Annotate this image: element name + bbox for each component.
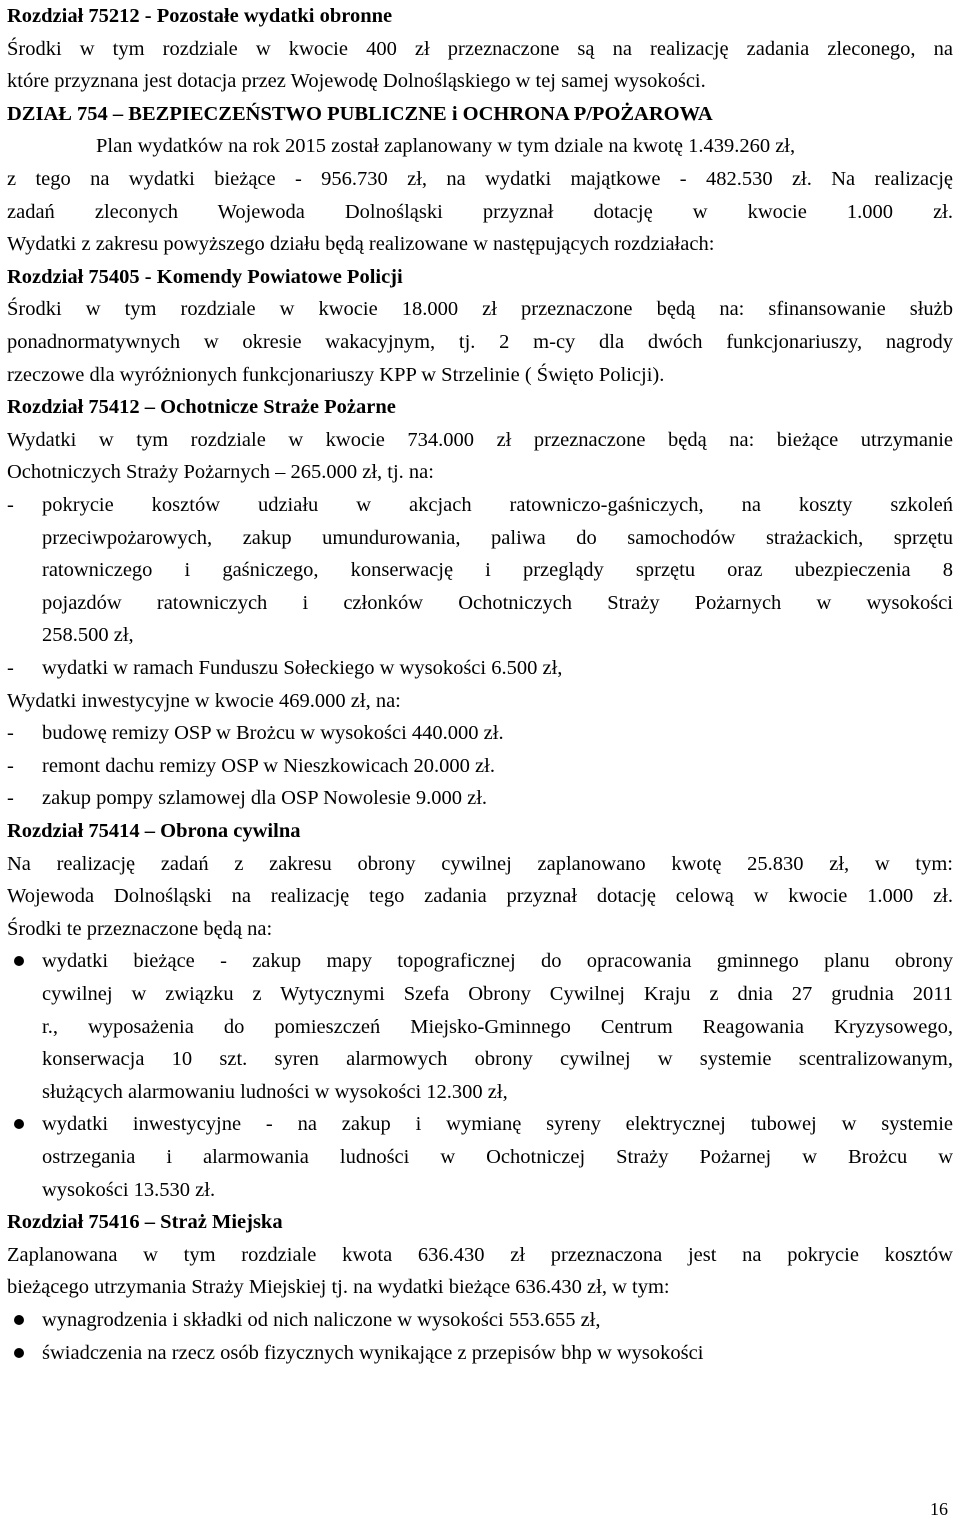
text-line: ponadnormatywnych w okresie wakacyjnym, tj. 2 m-cy dla dwóch funkcjonariuszy, nagrody (7, 331, 953, 353)
text-line: Ochotniczych Straży Pożarnych – 265.000 zł, tj. na: (7, 461, 434, 484)
text-line: wysokości 13.530 zł. (42, 1178, 216, 1201)
text-line: r., wyposażenia do pomieszczeń Miejsko-Gminnego Centrum Reagowania Kryzysowego, (42, 1015, 953, 1038)
bullet-icon (14, 1348, 24, 1358)
text-line: Zaplanowana w tym rozdziale kwota 636.430 zł przeznaczona jest na pokrycie kosztów (7, 1243, 953, 1266)
text-line: Środki w tym rozdziale w kwocie 18.000 zł przeznaczone będą na: sfinansowanie służb (7, 298, 953, 321)
text-line: budowę remizy OSP w Brożcu w wysokości 440.000 zł. (42, 722, 504, 745)
dash-marker: - (7, 494, 14, 516)
bullet-icon (14, 1315, 24, 1325)
text-line: remont dachu remizy OSP w Nieszkowicach 20.000 zł. (42, 754, 495, 777)
text-line: Na realizację zadań z zakresu obrony cywilnej zaplanowano kwotę 25.830 zł, w tym: (7, 852, 953, 875)
section-heading: Rozdział 75405 - Komendy Powiatowe Policji (7, 265, 403, 288)
text-line: Wydatki inwestycyjne w kwocie 469.000 zł, na: (7, 689, 401, 712)
text-line: rzeczowe dla wyróżnionych funkcjonariuszy KPP w Strzelinie ( Święto Policji). (7, 363, 665, 386)
text-line: Wojewoda Dolnośląski na realizację tego zadania przyznał dotację celową w kwocie 1.000 zł. (7, 885, 953, 908)
text-line: zakup pompy szlamowej dla OSP Nowolesie 9.000 zł. (42, 787, 488, 810)
text-line: Wydatki z zakresu powyższego działu będą realizowane w następujących rozdziałach: (7, 233, 715, 256)
text-line: konserwacja 10 szt. syren alarmowych obrony cywilnej w systemie scentralizowanym, (42, 1048, 953, 1071)
text-line: świadczenia na rzecz osób fizycznych wynikające z przepisów bhp w wysokości (42, 1341, 704, 1364)
text-line: ostrzegania i alarmowania ludności w Ochotniczej Straży Pożarnej w Brożcu w (42, 1146, 953, 1168)
dash-marker: - (7, 754, 14, 777)
dash-marker: - (7, 787, 14, 810)
text-line: cywilnej w związku z Wytycznymi Szefa Obrony Cywilnej Kraju z dnia 27 grudnia 2011 (42, 983, 953, 1005)
text-line: pokrycie kosztów udziału w akcjach ratowniczo-gaśniczych, na koszty szkoleń (42, 494, 953, 516)
text-line: zadań zleconych Wojewoda Dolnośląski przyznał dotację w kwocie 1.000 zł. (7, 200, 953, 223)
bullet-icon (14, 1119, 24, 1129)
text-line: wynagrodzenia i składki od nich naliczone w wysokości 553.655 zł, (42, 1309, 601, 1331)
dash-marker: - (7, 657, 14, 679)
text-line: wydatki inwestycyjne - na zakup i wymianę syreny elektrycznej tubowej w systemie (42, 1113, 953, 1136)
text-line: pojazdów ratowniczych i członków Ochotniczych Straży Pożarnych w wysokości (42, 591, 953, 614)
text-line: bieżącego utrzymania Straży Miejskiej tj. na wydatki bieżące 636.430 zł, w tym: (7, 1276, 670, 1299)
text-line: Plan wydatków na rok 2015 został zaplanowany w tym dziale na kwotę 1.439.260 zł, (96, 135, 796, 158)
text-line: przeciwpożarowych, zakup umundurowania, paliwa do samochodów strażackich, sprzętu (42, 526, 953, 549)
text-line: które przyznana jest dotacja przez Wojewodę Dolnośląskiego w tej samej wysokości. (7, 70, 706, 93)
text-line: 258.500 zł, (42, 624, 134, 647)
page-number: 16 (930, 1499, 948, 1519)
section-heading: DZIAŁ 754 – BEZPIECZEŃSTWO PUBLICZNE i OCHRONA P/POŻAROWA (7, 102, 713, 125)
dash-marker: - (7, 722, 14, 745)
text-line: ratowniczego i gaśniczego, konserwację i przeglądy sprzętu oraz ubezpieczenia 8 (42, 559, 953, 582)
text-line: służących alarmowaniu ludności w wysokości 12.300 zł, (42, 1080, 508, 1103)
section-heading: Rozdział 75212 - Pozostałe wydatki obronne (7, 5, 393, 27)
section-heading: Rozdział 75412 – Ochotnicze Straże Pożarne (7, 396, 396, 419)
text-line: wydatki w ramach Funduszu Sołeckiego w wysokości 6.500 zł, (42, 657, 563, 679)
text-line: wydatki bieżące - zakup mapy topograficznej do opracowania gminnego planu obrony (42, 950, 953, 973)
bullet-icon (14, 956, 24, 966)
text-line: Wydatki w tym rozdziale w kwocie 734.000 zł przeznaczone będą na: bieżące utrzymanie (7, 428, 953, 451)
text-line: Środki w tym rozdziale w kwocie 400 zł przeznaczone są na realizację zadania zleconego, na (7, 37, 953, 60)
section-heading: Rozdział 75416 – Straż Miejska (7, 1211, 283, 1234)
text-line: Środki te przeznaczone będą na: (7, 917, 273, 940)
section-heading: Rozdział 75414 – Obrona cywilna (7, 820, 301, 842)
text-line: z tego na wydatki bieżące - 956.730 zł, na wydatki majątkowe - 482.530 zł. Na realizację (7, 168, 953, 190)
